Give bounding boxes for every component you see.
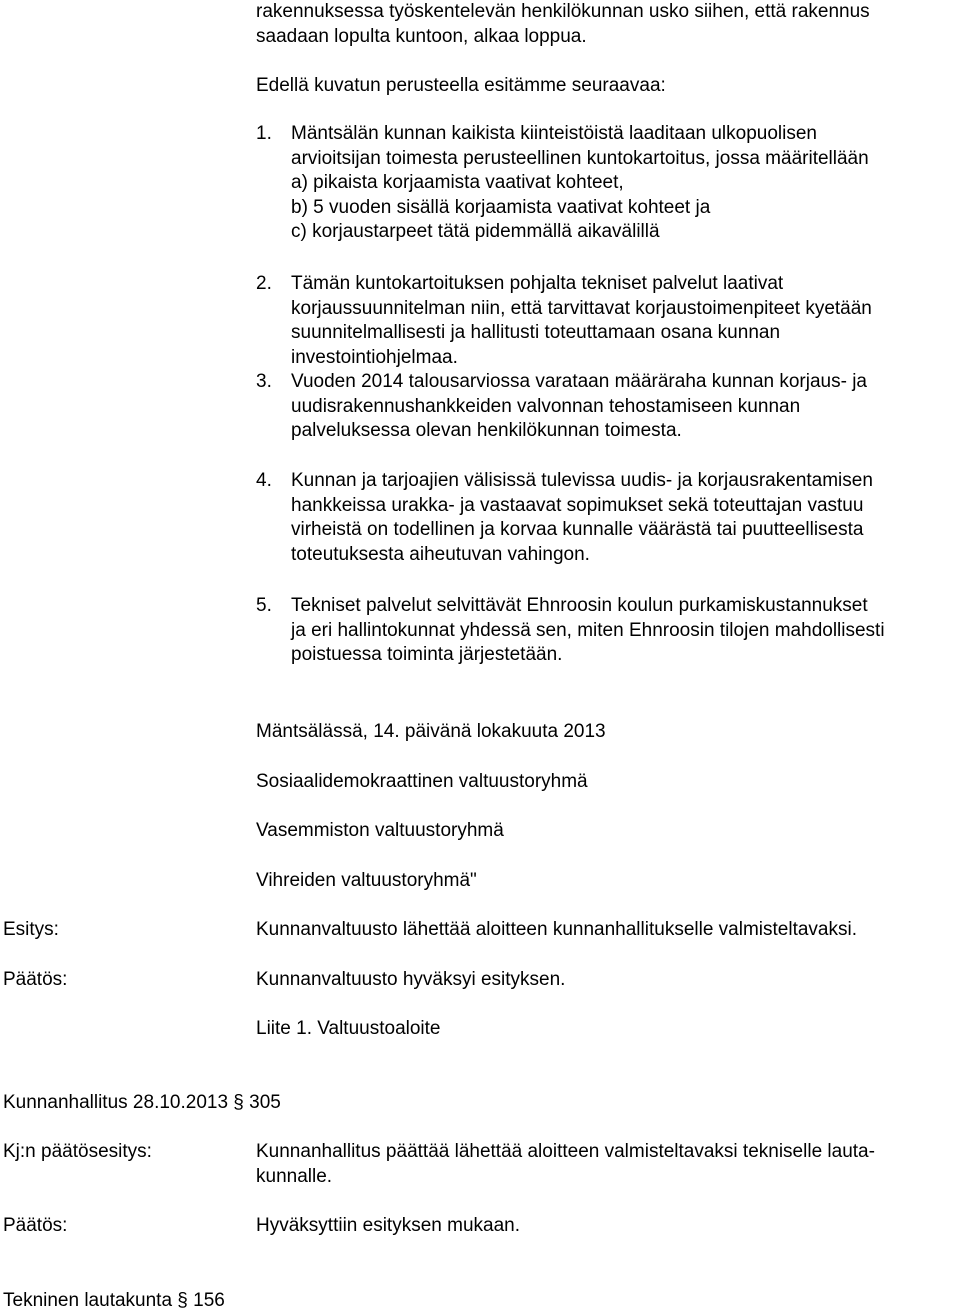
intro-line: rakennuksessa työskentelevän henkilökunnan usko siihen, että rakennus bbox=[256, 1, 870, 22]
list-item-line: a) pikaista korjaamista vaativat kohteet, bbox=[291, 172, 624, 193]
list-item-line: Tämän kuntokartoituksen pohjalta tekniset palvelut laativat bbox=[291, 273, 784, 294]
list-item-line: korjaussuunnitelman niin, että tarvittavat korjaustoimenpiteet kyetään bbox=[291, 297, 872, 319]
intro-lead: Edellä kuvatun perusteella esitämme seuraavaa: bbox=[256, 75, 666, 96]
decision-label: Päätös: bbox=[3, 969, 68, 990]
board-heading: Kunnanhallitus 28.10.2013 § 305 bbox=[3, 1092, 281, 1113]
list-item-line: hankkeissa urakka- ja vastaavat sopimukset sekä toteuttajan vastuu bbox=[291, 494, 864, 516]
list-item-body bbox=[291, 594, 960, 668]
signatory-group: Sosiaalidemokraattinen valtuustoryhmä bbox=[256, 771, 588, 792]
board-proposal-line: kunnalle. bbox=[256, 1165, 333, 1187]
attachment-note: Liite 1. Valtuustoaloite bbox=[256, 1018, 441, 1039]
board-proposal-text bbox=[256, 1140, 956, 1189]
list-item-number: 4. bbox=[256, 470, 272, 491]
place-and-date: Mäntsälässä, 14. päivänä lokakuuta 2013 bbox=[256, 721, 606, 742]
list-item-line: poistuessa toiminta järjestetään. bbox=[291, 644, 563, 665]
signatory-group: Vihreiden valtuustoryhmä" bbox=[256, 870, 477, 891]
list-item-body bbox=[291, 469, 960, 567]
list-item-line: Vuoden 2014 talousarviossa varataan määräraha kunnan korjaus- ja bbox=[291, 371, 867, 392]
list-item-number: 2. bbox=[256, 273, 272, 294]
list-item-number: 1. bbox=[256, 123, 272, 144]
intro-paragraph bbox=[256, 0, 956, 49]
list-item-line: b) 5 vuoden sisällä korjaamista vaativat kohteet ja bbox=[291, 196, 711, 218]
list-item-line: Tekniset palvelut selvittävät Ehnroosin koulun purkamiskustannukset bbox=[291, 595, 868, 616]
proposal-text: Kunnanvaltuusto lähettää aloitteen kunnanhallitukselle valmisteltavaksi. bbox=[256, 919, 857, 940]
list-item-body bbox=[291, 122, 960, 245]
proposal-label: Esitys: bbox=[3, 919, 59, 940]
signatory-group: Vasemmiston valtuustoryhmä bbox=[256, 820, 504, 841]
list-item-number: 3. bbox=[256, 371, 272, 392]
list-item-line: suunnitelmallisesti ja hallitusti toteuttamaan osana kunnan bbox=[291, 322, 781, 343]
list-item-body bbox=[291, 370, 960, 444]
list-item-line: palveluksessa olevan henkilökunnan toimesta. bbox=[291, 420, 682, 441]
list-item-line: ja eri hallintokunnat yhdessä sen, miten Ehnroosin tilojen mahdollisesti bbox=[291, 619, 885, 641]
list-item-line: arvioitsijan toimesta perusteellinen kuntokartoitus, jossa määritellään bbox=[291, 147, 869, 169]
list-item-number: 5. bbox=[256, 595, 272, 616]
list-item-body bbox=[291, 272, 960, 370]
technical-board-heading: Tekninen lautakunta § 156 bbox=[3, 1290, 225, 1311]
list-item-line: c) korjaustarpeet tätä pidemmällä aikavälillä bbox=[291, 221, 660, 242]
board-decision-text: Hyväksyttiin esityksen mukaan. bbox=[256, 1215, 520, 1236]
list-item-line: uudisrakennushankkeiden valvonnan tehostamiseen kunnan bbox=[291, 395, 801, 417]
list-item-line: investointiohjelmaa. bbox=[291, 346, 458, 368]
list-item-line: Mäntsälän kunnan kaikista kiinteistöistä laaditaan ulkopuolisen bbox=[291, 123, 817, 144]
board-proposal-label: Kj:n päätösesitys: bbox=[3, 1141, 152, 1162]
board-proposal-line: Kunnanhallitus päättää lähettää aloitteen valmisteltavaksi tekniselle lauta- bbox=[256, 1141, 875, 1162]
intro-line: saadaan lopulta kuntoon, alkaa loppua. bbox=[256, 25, 587, 47]
board-decision-label: Päätös: bbox=[3, 1215, 68, 1236]
list-item-line: virheistä on todellinen ja korvaa kunnalle väärästä tai puutteellisesta bbox=[291, 519, 864, 540]
decision-text: Kunnanvaltuusto hyväksyi esityksen. bbox=[256, 969, 566, 990]
list-item-line: toteutuksesta aiheutuvan vahingon. bbox=[291, 543, 590, 565]
list-item-line: Kunnan ja tarjoajien välisissä tulevissa uudis- ja korjausrakentamisen bbox=[291, 470, 873, 491]
